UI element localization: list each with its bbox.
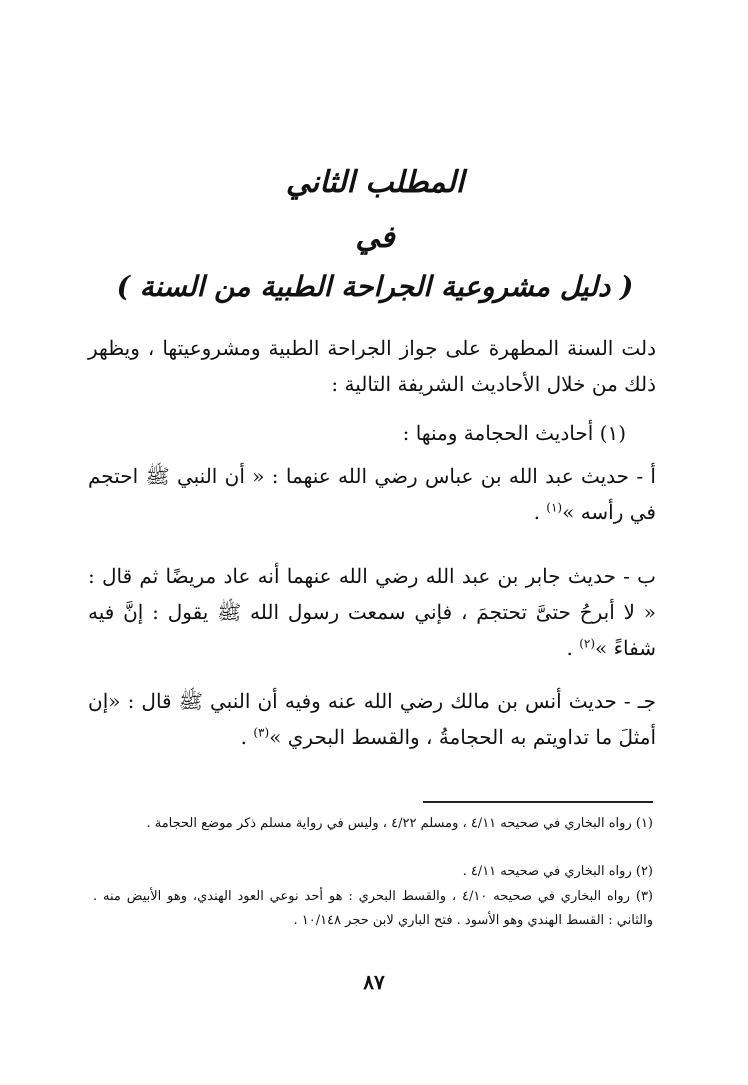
subsection-heading: (١) أحاديث الحجامة ومنها : bbox=[402, 421, 626, 445]
section-title-connector: في bbox=[355, 220, 395, 255]
hadith-end: . bbox=[533, 500, 547, 524]
hadith-paragraph bbox=[88, 558, 656, 666]
hadith-paragraph bbox=[88, 458, 656, 530]
footnote-divider bbox=[423, 801, 653, 803]
footnote: (٣) رواه البخاري في صحيحه ٤/١٠ ، والقسط البحري : هو أحد نوعي العود الهندي، وهو الأبيض منه . والثاني : القسط الهندي وهو الأسود . فتح الباري لابن حجر ١٠/١٤٨ . bbox=[93, 889, 653, 928]
footnote-ref: (٢) bbox=[579, 636, 596, 651]
section-title: المطلب الثاني bbox=[285, 165, 465, 200]
footnote: (٢) رواه البخاري في صحيحه ٤/١١ . bbox=[462, 864, 653, 879]
hadith-end: . bbox=[566, 636, 580, 660]
footnote-ref: (١) bbox=[546, 500, 563, 515]
section-subtitle: ( دليل مشروعية الجراحة الطبية من السنة ) bbox=[116, 270, 634, 303]
footnote-ref: (٣) bbox=[253, 725, 270, 740]
hadith-end: . bbox=[240, 725, 254, 749]
hadith-text: جـ - حديث أنس بن مالك رضي الله عنه وفيه أن النبي ﷺ قال : «إن أمثلَ ما تداويتم به الحجامةُ ، والقسط البحري » bbox=[88, 689, 656, 749]
footnote: (١) رواه البخاري في صحيحه ٤/١١ ، ومسلم ٤/٢٢ ، وليس في رواية مسلم ذكر موضع الحجامة . bbox=[146, 816, 653, 831]
hadith-paragraph bbox=[88, 683, 656, 755]
hadith-text: أ - حديث عبد الله بن عباس رضي الله عنهما : « أن النبي ﷺ احتجم في رأسه » bbox=[88, 464, 656, 524]
hadith-text: ب - حديث جابر بن عبد الله رضي الله عنهما أنه عاد مريضًا ثم قال : « لا أبرحُ حتىَّ تحتجمَ ، فإني سمعت رسول الله ﷺ يقول : إنَّ فيه شفاءً » bbox=[88, 564, 656, 660]
intro-paragraph: دلت السنة المطهرة على جواز الجراحة الطبية ومشروعيتها ، ويظهر ذلك من خلال الأحاديث الشريفة التالية : bbox=[88, 336, 656, 396]
page-number: ٨٧ bbox=[363, 970, 385, 994]
